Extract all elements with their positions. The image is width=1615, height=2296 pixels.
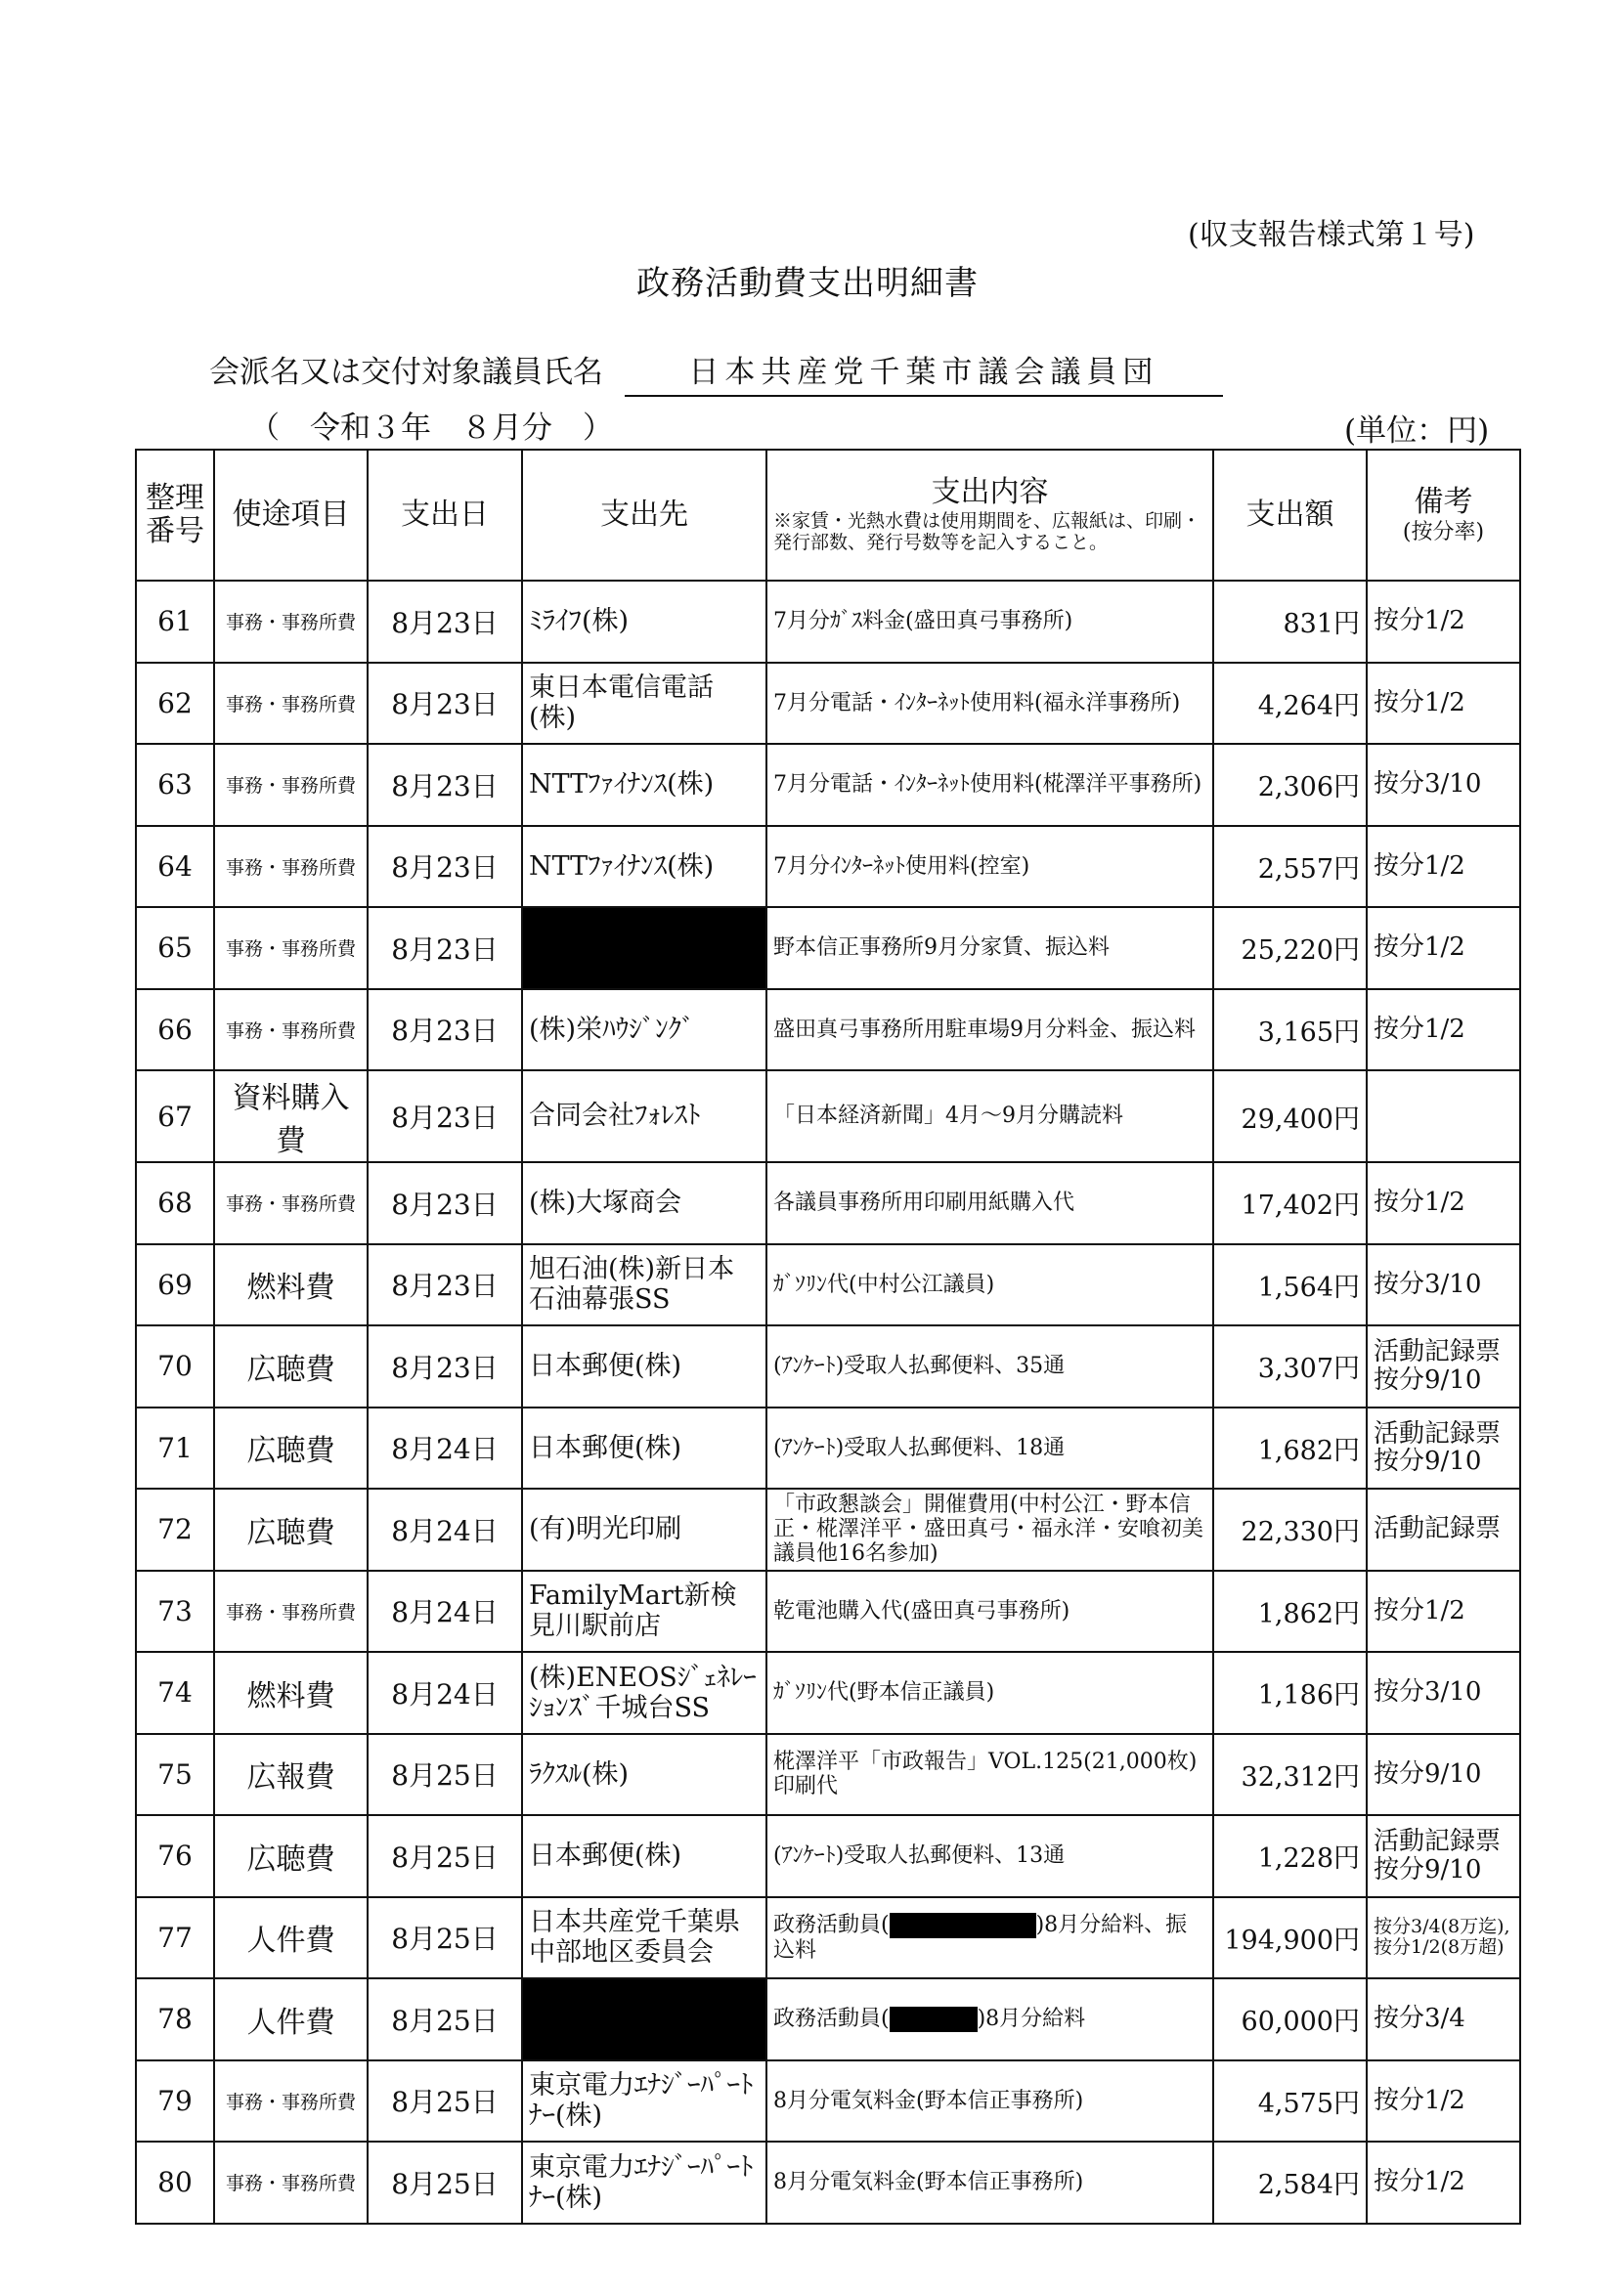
table-row bbox=[136, 1070, 1520, 1162]
table-row bbox=[136, 907, 1520, 989]
category-cell: 事務・事務所費 bbox=[214, 2142, 368, 2224]
content-cell: 「日本経済新聞」4月～9月分購読料 bbox=[766, 1070, 1213, 1162]
row-number: 68 bbox=[136, 1162, 214, 1244]
content-cell: 7月分電話・ｲﾝﾀｰﾈｯﾄ使用料(椛澤洋平事務所) bbox=[766, 744, 1213, 826]
amount-cell: 3,165円 bbox=[1213, 989, 1367, 1071]
content-cell: ｶﾞｿﾘﾝ代(野本信正議員) bbox=[766, 1652, 1213, 1734]
date-cell: 8月23日 bbox=[368, 744, 522, 826]
content-cell: 椛澤洋平「市政報告」VOL.125(21,000枚)印刷代 bbox=[766, 1734, 1213, 1816]
row-number: 74 bbox=[136, 1652, 214, 1734]
row-number: 80 bbox=[136, 2142, 214, 2224]
remarks-cell: 按分3/10 bbox=[1367, 1244, 1520, 1326]
remarks-cell: 按分1/2 bbox=[1367, 826, 1520, 908]
table-row bbox=[136, 826, 1520, 908]
row-number: 66 bbox=[136, 989, 214, 1071]
amount-cell: 1,564円 bbox=[1213, 1244, 1367, 1326]
row-number: 61 bbox=[136, 581, 214, 663]
header-remarks-note: (按分率) bbox=[1402, 519, 1485, 544]
amount-cell: 3,307円 bbox=[1213, 1325, 1367, 1408]
remarks-cell: 按分1/2 bbox=[1367, 1571, 1520, 1653]
form-number: (収支報告様式第１号) bbox=[1188, 218, 1475, 252]
category-cell: 広聴費 bbox=[214, 1325, 368, 1408]
payee-cell: (有)明光印刷 bbox=[522, 1489, 766, 1571]
payee-cell: 合同会社ﾌｫﾚｽﾄ bbox=[522, 1070, 766, 1162]
content-cell: 盛田真弓事務所用駐車場9月分料金、振込料 bbox=[766, 989, 1213, 1071]
payee-cell: ﾐﾗｲﾌ(株) bbox=[522, 581, 766, 663]
content-cell: (ｱﾝｹｰﾄ)受取人払郵便料、18通 bbox=[766, 1408, 1213, 1490]
row-number: 72 bbox=[136, 1489, 214, 1571]
content-cell: 乾電池購入代(盛田真弓事務所) bbox=[766, 1571, 1213, 1653]
remarks-cell: 按分1/2 bbox=[1367, 2060, 1520, 2143]
table-row bbox=[136, 1734, 1520, 1816]
category-cell: 事務・事務所費 bbox=[214, 1571, 368, 1653]
amount-cell: 1,228円 bbox=[1213, 1815, 1367, 1897]
date-cell: 8月25日 bbox=[368, 1734, 522, 1816]
row-number: 62 bbox=[136, 663, 214, 745]
amount-cell: 60,000円 bbox=[1213, 1978, 1367, 2060]
category-cell: 事務・事務所費 bbox=[214, 1162, 368, 1244]
header-no: 整理番号 bbox=[136, 450, 214, 581]
payee-cell: NTTﾌｧｲﾅﾝｽ(株) bbox=[522, 826, 766, 908]
header-content-note: ※家賃・光熱水費は使用期間を、広報紙は、印刷・発行部数、発行号数等を記入すること。 bbox=[773, 510, 1201, 554]
content-cell: 7月分ｶﾞｽ料金(盛田真弓事務所) bbox=[766, 581, 1213, 663]
content-cell: 各議員事務所用印刷用紙購入代 bbox=[766, 1162, 1213, 1244]
row-number: 67 bbox=[136, 1070, 214, 1162]
amount-cell: 1,862円 bbox=[1213, 1571, 1367, 1653]
date-cell: 8月23日 bbox=[368, 989, 522, 1071]
remarks-cell: 按分3/10 bbox=[1367, 1652, 1520, 1734]
table-row bbox=[136, 1244, 1520, 1326]
date-cell: 8月24日 bbox=[368, 1489, 522, 1571]
row-number: 64 bbox=[136, 826, 214, 908]
category-cell: 広聴費 bbox=[214, 1408, 368, 1490]
row-number: 71 bbox=[136, 1408, 214, 1490]
header-category: 使途項目 bbox=[214, 450, 368, 581]
row-number: 79 bbox=[136, 2060, 214, 2143]
content-cell: ｶﾞｿﾘﾝ代(中村公江議員) bbox=[766, 1244, 1213, 1326]
category-cell: 事務・事務所費 bbox=[214, 826, 368, 908]
date-cell: 8月23日 bbox=[368, 663, 522, 745]
content-part-a: 政務活動員( bbox=[773, 2006, 890, 2031]
header-content bbox=[766, 450, 1213, 581]
row-number: 63 bbox=[136, 744, 214, 826]
payee-cell: 日本郵便(株) bbox=[522, 1815, 766, 1897]
amount-cell: 2,557円 bbox=[1213, 826, 1367, 908]
category-cell: 事務・事務所費 bbox=[214, 581, 368, 663]
amount-cell: 831円 bbox=[1213, 581, 1367, 663]
remarks-cell: 按分3/4(8万迄),按分1/2(8万超) bbox=[1367, 1897, 1520, 1979]
unit-label: (単位：円) bbox=[1344, 413, 1490, 449]
date-cell: 8月23日 bbox=[368, 1325, 522, 1408]
amount-cell: 4,264円 bbox=[1213, 663, 1367, 745]
header-amount: 支出額 bbox=[1213, 450, 1367, 581]
row-number: 78 bbox=[136, 1978, 214, 2060]
amount-cell: 1,682円 bbox=[1213, 1408, 1367, 1490]
header-remarks-title: 備考 bbox=[1414, 485, 1473, 520]
date-cell: 8月23日 bbox=[368, 826, 522, 908]
category-cell: 事務・事務所費 bbox=[214, 907, 368, 989]
payee-cell: 日本郵便(株) bbox=[522, 1408, 766, 1490]
remarks-cell: 活動記録票 按分9/10 bbox=[1367, 1815, 1520, 1897]
amount-cell: 2,306円 bbox=[1213, 744, 1367, 826]
payee-cell: (株)栄ﾊｳｼﾞﾝｸﾞ bbox=[522, 989, 766, 1071]
table-row bbox=[136, 581, 1520, 663]
remarks-cell bbox=[1367, 1070, 1520, 1162]
amount-cell: 2,584円 bbox=[1213, 2142, 1367, 2224]
category-cell: 事務・事務所費 bbox=[214, 989, 368, 1071]
remarks-cell: 按分1/2 bbox=[1367, 989, 1520, 1071]
content-cell bbox=[766, 1978, 1213, 2060]
expenditure-table bbox=[135, 449, 1521, 2225]
date-cell: 8月23日 bbox=[368, 1162, 522, 1244]
table-row bbox=[136, 1162, 1520, 1244]
category-cell: 人件費 bbox=[214, 1978, 368, 2060]
payee-cell: ﾗｸｽﾙ(株) bbox=[522, 1734, 766, 1816]
payee-cell: (株)ENEOSｼﾞｪﾈﾚｰｼｮﾝｽﾞ千城台SS bbox=[522, 1652, 766, 1734]
payee-cell: (株)大塚商会 bbox=[522, 1162, 766, 1244]
content-cell: (ｱﾝｹｰﾄ)受取人払郵便料、35通 bbox=[766, 1325, 1213, 1408]
content-cell: 「市政懇談会」開催費用(中村公江・野本信正・椛澤洋平・盛田真弓・福永洋・安喰初美議員他16名参加) bbox=[766, 1489, 1213, 1571]
payee-cell: FamilyMart新検見川駅前店 bbox=[522, 1571, 766, 1653]
amount-cell: 4,575円 bbox=[1213, 2060, 1367, 2143]
table-row bbox=[136, 1652, 1520, 1734]
row-number: 73 bbox=[136, 1571, 214, 1653]
remarks-cell: 活動記録票 按分9/10 bbox=[1367, 1325, 1520, 1408]
category-cell: 資料購入費 bbox=[214, 1070, 368, 1162]
category-cell: 燃料費 bbox=[214, 1652, 368, 1734]
category-cell: 事務・事務所費 bbox=[214, 663, 368, 745]
table-row bbox=[136, 989, 1520, 1071]
redacted-payee bbox=[522, 1978, 766, 2060]
row-number: 75 bbox=[136, 1734, 214, 1816]
date-cell: 8月24日 bbox=[368, 1571, 522, 1653]
faction-label: 会派名又は交付対象議員氏名 bbox=[209, 355, 603, 390]
row-number: 77 bbox=[136, 1897, 214, 1979]
amount-cell: 25,220円 bbox=[1213, 907, 1367, 989]
payee-cell: 旭石油(株)新日本石油幕張SS bbox=[522, 1244, 766, 1326]
amount-cell: 29,400円 bbox=[1213, 1070, 1367, 1162]
content-cell: 8月分電気料金(野本信正事務所) bbox=[766, 2060, 1213, 2143]
payee-cell: 日本共産党千葉県中部地区委員会 bbox=[522, 1897, 766, 1979]
table-row bbox=[136, 1489, 1520, 1571]
content-part-a: 政務活動員( bbox=[773, 1912, 890, 1937]
amount-cell: 32,312円 bbox=[1213, 1734, 1367, 1816]
remarks-cell: 按分3/4 bbox=[1367, 1978, 1520, 2060]
redaction-bar bbox=[890, 1913, 1036, 1938]
header-date: 支出日 bbox=[368, 450, 522, 581]
table-row bbox=[136, 1978, 1520, 2060]
remarks-cell: 按分1/2 bbox=[1367, 1162, 1520, 1244]
payee-cell: 東京電力ｴﾅｼﾞｰﾊﾟｰﾄﾅｰ(株) bbox=[522, 2060, 766, 2143]
date-cell: 8月24日 bbox=[368, 1408, 522, 1490]
date-cell: 8月25日 bbox=[368, 2060, 522, 2143]
table-row bbox=[136, 1897, 1520, 1979]
amount-cell: 194,900円 bbox=[1213, 1897, 1367, 1979]
date-cell: 8月25日 bbox=[368, 1815, 522, 1897]
content-cell: 野本信正事務所9月分家賃、振込料 bbox=[766, 907, 1213, 989]
remarks-cell: 活動記録票 bbox=[1367, 1489, 1520, 1571]
content-cell bbox=[766, 1897, 1213, 1979]
remarks-cell: 按分1/2 bbox=[1367, 2142, 1520, 2224]
header-payee: 支出先 bbox=[522, 450, 766, 581]
remarks-cell: 按分1/2 bbox=[1367, 907, 1520, 989]
faction-name: 日本共産党千葉市議会議員団 bbox=[625, 347, 1223, 397]
row-number: 65 bbox=[136, 907, 214, 989]
table-row bbox=[136, 1571, 1520, 1653]
header-row bbox=[136, 450, 1520, 581]
category-cell: 人件費 bbox=[214, 1897, 368, 1979]
date-cell: 8月23日 bbox=[368, 907, 522, 989]
table-row bbox=[136, 2142, 1520, 2224]
table-row bbox=[136, 1815, 1520, 1897]
category-cell: 燃料費 bbox=[214, 1244, 368, 1326]
remarks-cell: 按分9/10 bbox=[1367, 1734, 1520, 1816]
remarks-cell: 按分1/2 bbox=[1367, 663, 1520, 745]
category-cell: 広聴費 bbox=[214, 1815, 368, 1897]
faction-line bbox=[209, 347, 1223, 397]
table-row bbox=[136, 744, 1520, 826]
content-part-b: )8月分給料 bbox=[977, 2006, 1086, 2031]
row-number: 69 bbox=[136, 1244, 214, 1326]
table-row bbox=[136, 2060, 1520, 2143]
date-cell: 8月25日 bbox=[368, 2142, 522, 2224]
row-number: 76 bbox=[136, 1815, 214, 1897]
table-row bbox=[136, 1325, 1520, 1408]
date-cell: 8月25日 bbox=[368, 1978, 522, 2060]
payee-cell: 日本郵便(株) bbox=[522, 1325, 766, 1408]
payee-cell: NTTﾌｧｲﾅﾝｽ(株) bbox=[522, 744, 766, 826]
remarks-cell: 按分3/10 bbox=[1367, 744, 1520, 826]
date-cell: 8月23日 bbox=[368, 581, 522, 663]
amount-cell: 17,402円 bbox=[1213, 1162, 1367, 1244]
amount-cell: 22,330円 bbox=[1213, 1489, 1367, 1571]
remarks-cell: 按分1/2 bbox=[1367, 581, 1520, 663]
category-cell: 事務・事務所費 bbox=[214, 2060, 368, 2143]
remarks-cell: 活動記録票 按分9/10 bbox=[1367, 1408, 1520, 1490]
header-content-title: 支出内容 bbox=[931, 474, 1049, 509]
period: （ 令和３年 ８月分 ） bbox=[249, 411, 613, 446]
date-cell: 8月24日 bbox=[368, 1652, 522, 1734]
row-number: 70 bbox=[136, 1325, 214, 1408]
category-cell: 広聴費 bbox=[214, 1489, 368, 1571]
category-cell: 広報費 bbox=[214, 1734, 368, 1816]
content-part-b: )8月分給料、振込料 bbox=[773, 1912, 1188, 1963]
table-row bbox=[136, 1408, 1520, 1490]
header-remarks bbox=[1367, 450, 1520, 581]
content-cell: 8月分電気料金(野本信正事務所) bbox=[766, 2142, 1213, 2224]
content-cell: 7月分電話・ｲﾝﾀｰﾈｯﾄ使用料(福永洋事務所) bbox=[766, 663, 1213, 745]
redacted-payee bbox=[522, 907, 766, 989]
date-cell: 8月25日 bbox=[368, 1897, 522, 1979]
document-title: 政務活動費支出明細書 bbox=[636, 264, 979, 303]
payee-cell: 東京電力ｴﾅｼﾞｰﾊﾟｰﾄﾅｰ(株) bbox=[522, 2142, 766, 2224]
category-cell: 事務・事務所費 bbox=[214, 744, 368, 826]
table-row bbox=[136, 663, 1520, 745]
date-cell: 8月23日 bbox=[368, 1070, 522, 1162]
content-cell: (ｱﾝｹｰﾄ)受取人払郵便料、13通 bbox=[766, 1815, 1213, 1897]
payee-cell: 東日本電信電話(株) bbox=[522, 663, 766, 745]
redaction-bar bbox=[890, 2007, 978, 2032]
date-cell: 8月23日 bbox=[368, 1244, 522, 1326]
amount-cell: 1,186円 bbox=[1213, 1652, 1367, 1734]
content-cell: 7月分ｲﾝﾀｰﾈｯﾄ使用料(控室) bbox=[766, 826, 1213, 908]
